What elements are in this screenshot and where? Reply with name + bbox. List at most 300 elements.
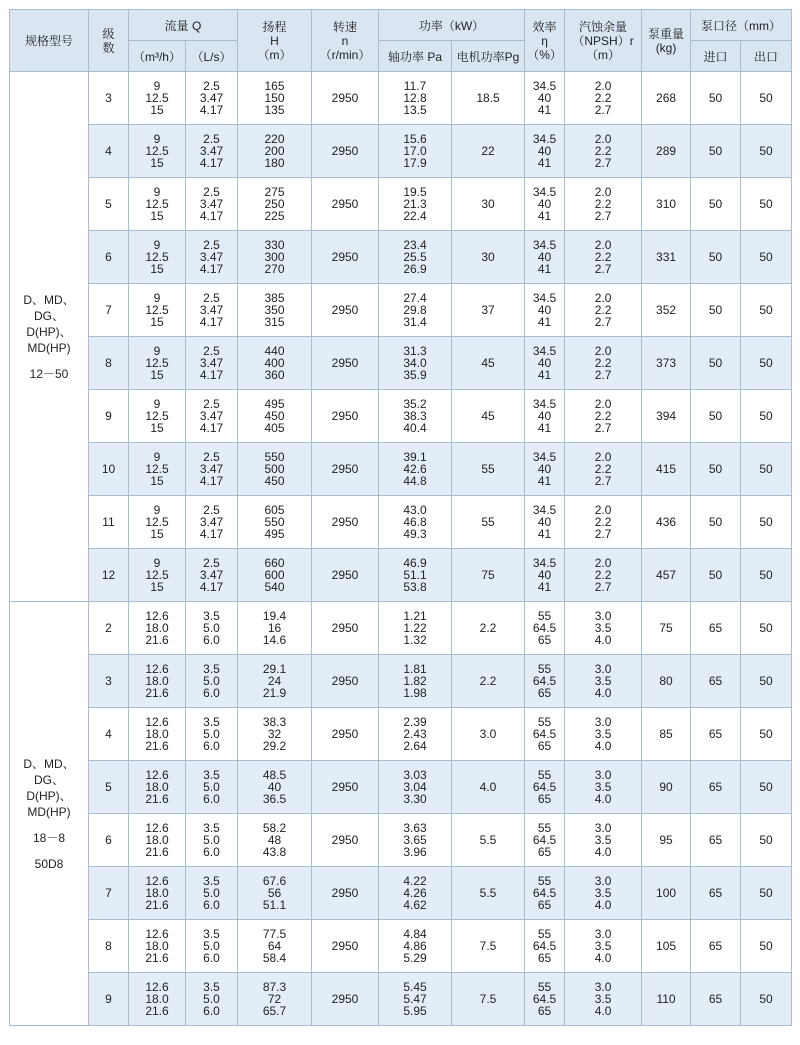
shaft-power-cell-value: 1.32 [403, 633, 427, 647]
efficiency-cell-value: 40 [537, 462, 552, 476]
flow-ls-cell-value: 3.5 [203, 768, 220, 782]
model-cell [10, 602, 89, 1026]
flow-m3h-cell-value: 9 [153, 291, 161, 305]
motor-power-cell: 2.2 [452, 655, 525, 708]
shaft-power-cell-value: 31.4 [403, 315, 427, 329]
efficiency-cell-value: 34.5 [532, 132, 557, 146]
inlet-cell: 65 [691, 761, 741, 814]
outlet-cell: 50 [741, 178, 792, 231]
shaft-power-cell [379, 231, 452, 284]
outlet-cell: 50 [741, 231, 792, 284]
head-cell-value: 360 [264, 368, 285, 382]
head-cell [238, 920, 312, 973]
npsh-cell-value: 2.0 [594, 503, 612, 517]
efficiency-cell-value: 34.5 [532, 238, 557, 252]
head-cell-value: 440 [264, 344, 285, 358]
shaft-power-cell-value: 5.47 [403, 992, 427, 1006]
model-line: D(HP)、 [26, 324, 72, 339]
weight-cell: 85 [642, 708, 691, 761]
flow-m3h-cell-value: 21.6 [145, 739, 169, 753]
shaft-power-cell [379, 973, 452, 1026]
efficiency-cell-value: 41 [537, 262, 552, 276]
weight-cell: 80 [642, 655, 691, 708]
npsh-cell-value: 2.7 [594, 209, 612, 223]
shaft-power-cell-value: 1.98 [403, 686, 427, 700]
header-head: 扬程 H （m） [238, 10, 312, 72]
stages-cell: 4 [89, 125, 129, 178]
inlet-cell: 50 [691, 549, 741, 602]
head-cell-value: 450 [264, 409, 285, 423]
efficiency-cell-value: 34.5 [532, 344, 557, 358]
weight-cell: 289 [642, 125, 691, 178]
npsh-cell-value: 2.0 [594, 450, 612, 464]
head-cell-value: 16 [267, 621, 282, 635]
shaft-power-cell-value: 53.8 [403, 580, 427, 594]
npsh-cell-value: 4.0 [594, 951, 612, 965]
npsh-cell-value: 3.5 [594, 939, 612, 953]
shaft-power-cell-value: 39.1 [403, 450, 427, 464]
flow-m3h-cell-value: 15 [150, 580, 164, 594]
shaft-power-cell [379, 337, 452, 390]
flow-m3h-cell-value: 9 [153, 450, 161, 464]
flow-m3h-cell-value: 9 [153, 344, 161, 358]
efficiency-cell [525, 655, 565, 708]
flow-m3h-cell-value: 12.5 [145, 409, 169, 423]
efficiency-cell-value: 41 [537, 527, 552, 541]
npsh-cell-value: 2.7 [594, 262, 612, 276]
flow-m3h-cell-value: 12.5 [145, 515, 169, 529]
head-cell [238, 231, 312, 284]
stages-cell: 8 [89, 337, 129, 390]
table-row [10, 337, 792, 390]
model-line: 50D8 [34, 856, 64, 871]
head-cell-value: 40 [267, 780, 282, 794]
head-cell-value: 500 [264, 462, 285, 476]
motor-power-cell: 18.5 [452, 72, 525, 125]
flow-ls-cell-value: 3.5 [203, 874, 220, 888]
efficiency-cell [525, 231, 565, 284]
inlet-cell: 50 [691, 125, 741, 178]
flow-m3h-cell [129, 708, 186, 761]
table-row [10, 973, 792, 1026]
stages-cell: 9 [89, 973, 129, 1026]
speed-cell: 2950 [312, 814, 379, 867]
flow-ls-cell-value: 3.47 [199, 462, 224, 476]
efficiency-cell-value: 64.5 [532, 886, 557, 900]
flow-m3h-cell-value: 12.6 [145, 768, 169, 782]
efficiency-cell [525, 973, 565, 1026]
outlet-cell: 50 [741, 708, 792, 761]
head-cell-value: 43.8 [262, 845, 287, 859]
shaft-power-cell-value: 17.0 [403, 144, 427, 158]
shaft-power-cell-value: 44.8 [403, 474, 427, 488]
flow-m3h-cell [129, 231, 186, 284]
shaft-power-cell-value: 46.9 [403, 556, 427, 570]
head-cell [238, 708, 312, 761]
head-cell-value: 58.4 [262, 951, 287, 965]
head-cell [238, 867, 312, 920]
efficiency-cell-value: 40 [537, 568, 552, 582]
model-line: MD(HP) [27, 340, 71, 355]
shaft-power-cell-value: 2.43 [403, 727, 427, 741]
npsh-cell-value: 2.7 [594, 103, 612, 117]
npsh-cell-value: 2.2 [594, 462, 612, 476]
motor-power-cell: 2.2 [452, 602, 525, 655]
speed-cell: 2950 [312, 973, 379, 1026]
efficiency-cell-value: 41 [537, 474, 552, 488]
flow-ls-cell-value: 2.5 [203, 79, 220, 93]
npsh-cell-value: 2.7 [594, 580, 612, 594]
header-port: 泵口径（mm） [691, 10, 792, 41]
efficiency-cell-value: 65 [537, 739, 552, 753]
motor-power-cell: 45 [452, 390, 525, 443]
efficiency-cell-value: 34.5 [532, 397, 557, 411]
speed-cell: 2950 [312, 920, 379, 973]
efficiency-cell-value: 34.5 [532, 503, 557, 517]
inlet-cell: 50 [691, 72, 741, 125]
speed-cell: 2950 [312, 390, 379, 443]
npsh-cell [565, 125, 642, 178]
flow-m3h-cell-value: 9 [153, 79, 161, 93]
flow-ls-cell-value: 6.0 [203, 898, 220, 912]
efficiency-cell [525, 814, 565, 867]
outlet-cell: 50 [741, 125, 792, 178]
npsh-cell-value: 3.0 [594, 821, 612, 835]
model-cell [10, 72, 89, 602]
flow-m3h-cell [129, 549, 186, 602]
head-cell-value: 220 [264, 132, 285, 146]
flow-m3h-cell-value: 9 [153, 132, 161, 146]
efficiency-cell [525, 708, 565, 761]
shaft-power-cell-value: 2.39 [403, 715, 427, 729]
flow-ls-cell [186, 814, 238, 867]
stages-cell: 6 [89, 231, 129, 284]
flow-m3h-cell [129, 496, 186, 549]
efficiency-cell-value: 40 [537, 515, 552, 529]
flow-ls-cell-value: 3.5 [203, 821, 220, 835]
npsh-cell-value: 3.0 [594, 662, 612, 676]
inlet-cell: 65 [691, 602, 741, 655]
head-cell-value: 72 [267, 992, 282, 1006]
npsh-cell-value: 2.2 [594, 568, 612, 582]
efficiency-cell [525, 549, 565, 602]
efficiency-cell [525, 761, 565, 814]
stages-cell: 7 [89, 284, 129, 337]
efficiency-cell-value: 41 [537, 421, 552, 435]
shaft-power-cell-value: 4.86 [403, 939, 427, 953]
stages-cell: 10 [89, 443, 129, 496]
shaft-power-cell-value: 25.5 [403, 250, 427, 264]
npsh-cell-value: 3.5 [594, 886, 612, 900]
table-row [10, 655, 792, 708]
table-row [10, 761, 792, 814]
shaft-power-cell-value: 3.04 [403, 780, 427, 794]
weight-cell: 394 [642, 390, 691, 443]
shaft-power-cell-value: 40.4 [403, 421, 427, 435]
npsh-cell-value: 4.0 [594, 1004, 612, 1018]
inlet-cell: 50 [691, 496, 741, 549]
stages-cell: 11 [89, 496, 129, 549]
head-cell-value: 405 [264, 421, 285, 435]
efficiency-cell-value: 41 [537, 315, 552, 329]
outlet-cell: 50 [741, 602, 792, 655]
npsh-cell-value: 2.0 [594, 132, 612, 146]
header-power-motor: 电机功率Pg [452, 41, 525, 72]
flow-m3h-cell-value: 12.5 [145, 303, 169, 317]
flow-m3h-cell-value: 12.6 [145, 662, 169, 676]
head-cell-value: 165 [264, 79, 285, 93]
flow-m3h-cell-value: 12.6 [145, 874, 169, 888]
model-line: D(HP)、 [26, 788, 72, 803]
flow-ls-cell-value: 5.0 [203, 939, 220, 953]
flow-m3h-cell [129, 867, 186, 920]
flow-m3h-cell [129, 761, 186, 814]
head-cell [238, 602, 312, 655]
flow-ls-cell [186, 178, 238, 231]
outlet-cell: 50 [741, 973, 792, 1026]
flow-ls-cell-value: 4.17 [199, 156, 224, 170]
shaft-power-cell [379, 814, 452, 867]
shaft-power-cell-value: 15.6 [403, 132, 427, 146]
head-cell [238, 655, 312, 708]
flow-ls-cell-value: 4.17 [199, 527, 224, 541]
efficiency-cell-value: 34.5 [532, 291, 557, 305]
efficiency-cell [525, 178, 565, 231]
speed-cell: 2950 [312, 337, 379, 390]
head-cell [238, 337, 312, 390]
speed-cell: 2950 [312, 178, 379, 231]
npsh-cell-value: 2.7 [594, 474, 612, 488]
head-cell-value: 58.2 [262, 821, 287, 835]
flow-ls-cell-value: 5.0 [203, 621, 220, 635]
header-power-shaft: 轴功率 Pa [379, 41, 452, 72]
shaft-power-cell [379, 284, 452, 337]
head-cell [238, 761, 312, 814]
npsh-cell [565, 443, 642, 496]
flow-ls-cell-value: 4.17 [199, 580, 224, 594]
shaft-power-cell-value: 3.65 [403, 833, 427, 847]
flow-ls-cell-value: 3.5 [203, 609, 220, 623]
head-cell-value: 65.7 [262, 1004, 287, 1018]
flow-ls-cell-value: 3.47 [199, 356, 224, 370]
flow-ls-cell-value: 2.5 [203, 291, 220, 305]
flow-ls-cell-value: 6.0 [203, 845, 220, 859]
shaft-power-cell-value: 11.7 [403, 79, 427, 93]
flow-m3h-cell [129, 602, 186, 655]
table-row [10, 178, 792, 231]
shaft-power-cell [379, 178, 452, 231]
shaft-power-cell [379, 920, 452, 973]
head-cell-value: 605 [264, 503, 285, 517]
efficiency-cell-value: 65 [537, 633, 552, 647]
flow-ls-cell-value: 4.17 [199, 103, 224, 117]
flow-m3h-cell-value: 15 [150, 421, 164, 435]
shaft-power-cell-value: 4.62 [403, 898, 427, 912]
head-cell [238, 72, 312, 125]
head-cell-value: 64 [267, 939, 282, 953]
head-cell-value: 225 [264, 209, 285, 223]
outlet-cell: 50 [741, 814, 792, 867]
npsh-cell-value: 4.0 [594, 633, 612, 647]
flow-m3h-cell-value: 12.6 [145, 821, 169, 835]
shaft-power-cell-value: 1.81 [403, 662, 427, 676]
flow-m3h-cell-value: 9 [153, 185, 161, 199]
motor-power-cell: 45 [452, 337, 525, 390]
npsh-cell-value: 3.0 [594, 768, 612, 782]
weight-cell: 100 [642, 867, 691, 920]
shaft-power-cell-value: 29.8 [403, 303, 427, 317]
npsh-cell-value: 2.0 [594, 185, 612, 199]
table-body [10, 72, 792, 1026]
model-line: D、MD、DG、 [23, 756, 75, 787]
npsh-cell-value: 3.0 [594, 927, 612, 941]
efficiency-cell-value: 34.5 [532, 556, 557, 570]
head-cell-value: 495 [264, 397, 285, 411]
speed-cell: 2950 [312, 761, 379, 814]
flow-m3h-cell-value: 18.0 [145, 833, 169, 847]
motor-power-cell: 7.5 [452, 920, 525, 973]
motor-power-cell: 5.5 [452, 814, 525, 867]
head-cell-value: 48 [267, 833, 282, 847]
shaft-power-cell-value: 5.29 [403, 951, 427, 965]
speed-cell: 2950 [312, 655, 379, 708]
npsh-cell [565, 920, 642, 973]
efficiency-cell-value: 40 [537, 303, 552, 317]
speed-cell: 2950 [312, 602, 379, 655]
flow-ls-cell-value: 2.5 [203, 238, 220, 252]
flow-m3h-cell-value: 9 [153, 503, 161, 517]
head-cell-value: 495 [264, 527, 285, 541]
flow-m3h-cell-value: 9 [153, 238, 161, 252]
head-cell-value: 200 [264, 144, 285, 158]
inlet-cell: 50 [691, 390, 741, 443]
flow-ls-cell [186, 284, 238, 337]
efficiency-cell-value: 41 [537, 156, 552, 170]
npsh-cell [565, 602, 642, 655]
flow-m3h-cell-value: 15 [150, 209, 164, 223]
shaft-power-cell-value: 22.4 [403, 209, 427, 223]
head-cell [238, 814, 312, 867]
efficiency-cell-value: 41 [537, 209, 552, 223]
head-cell-value: 19.4 [262, 609, 287, 623]
npsh-cell-value: 2.7 [594, 156, 612, 170]
flow-ls-cell-value: 6.0 [203, 739, 220, 753]
flow-m3h-cell-value: 12.5 [145, 197, 169, 211]
flow-m3h-cell [129, 125, 186, 178]
head-cell-value: 32 [267, 727, 282, 741]
inlet-cell: 65 [691, 814, 741, 867]
head-cell-value: 135 [264, 103, 285, 117]
stages-cell: 8 [89, 920, 129, 973]
shaft-power-cell [379, 390, 452, 443]
inlet-cell: 65 [691, 920, 741, 973]
flow-ls-cell-value: 4.17 [199, 209, 224, 223]
weight-cell: 90 [642, 761, 691, 814]
shaft-power-cell-value: 1.22 [403, 621, 427, 635]
table-row [10, 125, 792, 178]
flow-ls-cell [186, 72, 238, 125]
npsh-cell-value: 3.0 [594, 874, 612, 888]
table-row [10, 814, 792, 867]
flow-m3h-cell-value: 15 [150, 156, 164, 170]
flow-ls-cell-value: 6.0 [203, 633, 220, 647]
table-row [10, 602, 792, 655]
table-row [10, 496, 792, 549]
shaft-power-cell [379, 443, 452, 496]
flow-m3h-cell-value: 12.6 [145, 715, 169, 729]
flow-m3h-cell-value: 15 [150, 315, 164, 329]
outlet-cell: 50 [741, 337, 792, 390]
speed-cell: 2950 [312, 549, 379, 602]
flow-m3h-cell-value: 12.6 [145, 609, 169, 623]
header-npsh: 汽蚀余量 （NPSH）r （m） [565, 10, 642, 72]
head-cell-value: 67.6 [262, 874, 287, 888]
flow-m3h-cell [129, 178, 186, 231]
flow-ls-cell-value: 5.0 [203, 780, 220, 794]
efficiency-cell [525, 72, 565, 125]
npsh-cell [565, 761, 642, 814]
npsh-cell-value: 3.5 [594, 727, 612, 741]
motor-power-cell: 5.5 [452, 867, 525, 920]
flow-m3h-cell [129, 443, 186, 496]
stages-cell: 12 [89, 549, 129, 602]
flow-m3h-cell [129, 973, 186, 1026]
npsh-cell [565, 496, 642, 549]
head-cell-value: 300 [264, 250, 285, 264]
shaft-power-cell-value: 17.9 [403, 156, 427, 170]
npsh-cell-value: 2.0 [594, 79, 612, 93]
flow-ls-cell-value: 6.0 [203, 686, 220, 700]
inlet-cell: 50 [691, 178, 741, 231]
head-cell-value: 150 [264, 91, 285, 105]
flow-m3h-cell-value: 18.0 [145, 992, 169, 1006]
flow-ls-cell-value: 3.5 [203, 927, 220, 941]
table-row [10, 549, 792, 602]
stages-cell: 2 [89, 602, 129, 655]
stages-cell: 3 [89, 655, 129, 708]
efficiency-cell-value: 55 [537, 662, 552, 676]
npsh-cell [565, 231, 642, 284]
head-cell-value: 350 [264, 303, 285, 317]
weight-cell: 352 [642, 284, 691, 337]
flow-ls-cell [186, 761, 238, 814]
flow-m3h-cell [129, 920, 186, 973]
flow-ls-cell-value: 3.47 [199, 197, 224, 211]
shaft-power-cell-value: 12.8 [403, 91, 427, 105]
flow-m3h-cell-value: 21.6 [145, 898, 169, 912]
head-cell-value: 14.6 [262, 633, 287, 647]
efficiency-cell-value: 55 [537, 609, 552, 623]
flow-ls-cell-value: 2.5 [203, 344, 220, 358]
flow-m3h-cell-value: 21.6 [145, 686, 169, 700]
table-header [10, 10, 792, 72]
speed-cell: 2950 [312, 231, 379, 284]
speed-cell: 2950 [312, 284, 379, 337]
flow-ls-cell-value: 3.47 [199, 303, 224, 317]
head-cell-value: 29.1 [262, 662, 287, 676]
shaft-power-cell-value: 49.3 [403, 527, 427, 541]
shaft-power-cell-value: 26.9 [403, 262, 427, 276]
efficiency-cell-value: 41 [537, 103, 552, 117]
efficiency-cell-value: 65 [537, 845, 552, 859]
shaft-power-cell-value: 4.22 [403, 874, 427, 888]
flow-ls-cell [186, 920, 238, 973]
table-row [10, 443, 792, 496]
flow-ls-cell [186, 443, 238, 496]
head-cell-value: 48.5 [262, 768, 287, 782]
efficiency-cell [525, 390, 565, 443]
flow-m3h-cell [129, 72, 186, 125]
